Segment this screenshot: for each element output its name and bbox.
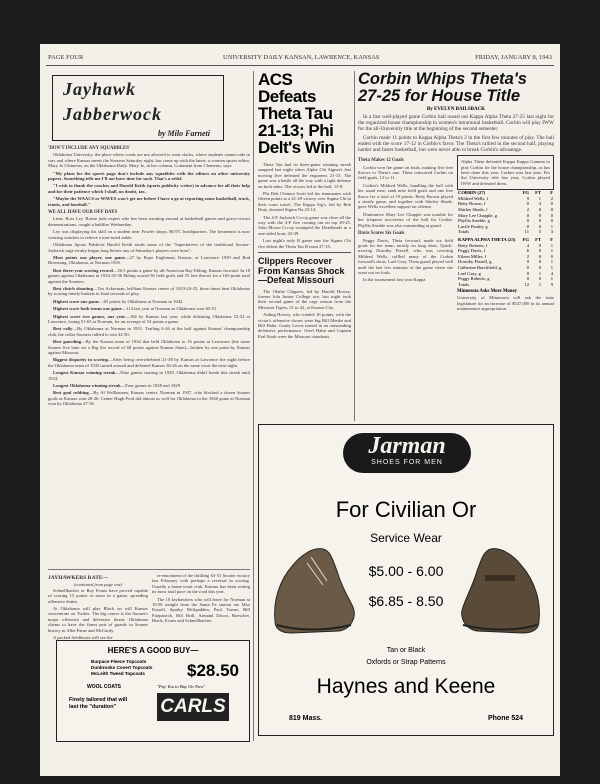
- box-score-cell: 2: [526, 207, 529, 213]
- box-score-cell: Catherine Burchfield, g: [458, 264, 502, 270]
- continued-note: (continued from page one): [73, 582, 123, 588]
- paragraph: Corbin's Mildred Wells, handling the ball with her usual ease, sank nine field goals and one free throw for a total of 19 points. Betty Brown played a steady game, and together with Shirley Shade, gave Wells excellent support on offense.: [358, 182, 453, 210]
- box-score-cell: 0: [538, 207, 541, 213]
- record-item: [48, 357, 250, 368]
- carls-item: McLeith Tweed Topcoats: [91, 671, 145, 676]
- record-label: Highest score two games, one year: [53, 313, 126, 319]
- record-text: —By Oklahoma at Norman in 1931. Trailing 6-26 at the half against Kansas' championship club, the cellar Sooners rallied to win 32-30.: [48, 326, 250, 337]
- box-score-cell: Dorothy Fizzell, g: [458, 259, 492, 265]
- box-score-cell: Betty Brown, f: [458, 201, 486, 207]
- box-score-cell: 1: [538, 195, 541, 201]
- box-score-cell: 0: [538, 218, 541, 224]
- paragraph: Lieut. Ross Ley, Rotsie judo expert who has been strutting around at basketball games and gravy-circuit demonstrations, caught a baldfire Wednesday.: [48, 216, 250, 227]
- record-item: [48, 370, 250, 381]
- oxford-shoe-icon: [267, 535, 359, 645]
- box-score-cell: Totals: [458, 281, 470, 287]
- record-text: —36.5 points a game by all-American Ray Ebling, Kansas forward. In 18 games against Oklahoma in 1934-35-36 Ebling scored 56 field goals and 55 free throws for a 165-point total against the Sooners.: [48, 267, 250, 284]
- box-score-cell: 0: [538, 248, 541, 254]
- box-score-cell: 11: [524, 229, 529, 235]
- paragraph: Oklahoma Sports Publicist Harold Keith sends some of the "Superlatives of the traditional Sooner-Jayhawk cage rivalry begun long before any of Saturday's players were born":: [48, 242, 250, 253]
- record-item: [48, 268, 250, 284]
- box-score-cell: Betty Roberts, f: [458, 242, 488, 248]
- corbin-byline: By EVELYN BAILSBACK: [426, 107, 486, 112]
- record-text: —65 points by Oklahoma at Norman in 1942.: [98, 298, 184, 304]
- corbin-story: [358, 71, 554, 312]
- paragraph: "I wish to thank the coaches and Harold Keith (sports publicity writer) in advance for all their help and for their patience which I shall, no doubt, tax.: [48, 183, 250, 194]
- box-score-cell: FT: [535, 190, 541, 196]
- paragraph: Peggy Davis, Theta forward, made six field goals for her team, mostly on long shots. Quick-moving Dorothy Fizzell, who was covering Mildred Wells, ruffled many of the Corbin forward's shots. Lael Gray, Theta guard played well until the last few minutes of the game when she went out on fouls.: [358, 237, 453, 275]
- record-item: [48, 314, 250, 325]
- record-text: —Four games in 1928 and 1929.: [120, 383, 182, 389]
- subhead: Theta Makes 12 Goals: [358, 158, 404, 164]
- box-score-cell: 0: [550, 212, 553, 218]
- box-score-cell: Mildred Wells, f: [458, 195, 489, 201]
- record-item: [48, 326, 250, 337]
- paragraph: Aiding Howey, who totaled 16 points, with the victor's offensive chores were big Bill Menke and Bill Hahn. Grady Lewis turned in an outstanding defensive performance. Orrel Hahn and Captain Earl Stark were the Missouri standouts.: [258, 312, 351, 339]
- jarman-brand: Jarman: [368, 433, 446, 459]
- jarman-price-1: $5.00 - 6.00: [368, 563, 444, 579]
- box-score-cell: 0: [526, 218, 529, 224]
- store-phone: Phone 524: [487, 715, 523, 722]
- carls-ad: [56, 640, 250, 742]
- strap-shoe-icon: [459, 535, 547, 645]
- record-label: Highest score one game: [53, 298, 99, 304]
- rate-headline: JAYHAWKERS RATE—: [48, 575, 109, 581]
- box-score-cell: 6: [526, 248, 529, 254]
- box-score-row: [457, 282, 554, 288]
- box-score-cell: FG: [522, 190, 529, 196]
- jarman-tag: SHOES FOR MEN: [371, 459, 443, 466]
- carls-headline: HERE'S A GOOD BUY—: [107, 646, 199, 655]
- box-score-cell: 3: [550, 229, 553, 235]
- paragraph: Corbin won the game on fouls, making five free throws to Theta's one. Theta outscored Corbin on field goals, 12 to 11.: [358, 164, 453, 181]
- minnesota-headline: Minnesota Asks More Money: [457, 289, 518, 295]
- record-text: —By the Kansas team of 1934 that held Oklahoma to 16 points at Lawrence (the same Sooner five later set a Big Six record of 68 points against Kansas State)—broken by one point by Kansas against Missouri.: [48, 339, 250, 355]
- jayhawk-jabberwock-column: [48, 71, 250, 565]
- paragraph: In a fast well-played game Corbin hall nosed out Kappa Alpha Theta 27-25 last night for the organized house championship in women's intramural basketball. Corbin will play IWW for the all-University title at the beginning of the second semester.: [358, 114, 554, 133]
- store-address: 819 Mass.: [289, 715, 323, 722]
- box-score-cell: 1: [550, 276, 553, 282]
- rate-story-col-2: [152, 573, 250, 637]
- record-text: —27 by Rope Engleman, Kansas, at Lawrence 1939 and Bud Browning, Oklahoma, at Norman 1935.: [48, 254, 250, 266]
- subhead: Davis Scores Six Goals: [358, 231, 405, 237]
- record-label: Longest Kansas winning streak: [53, 370, 116, 376]
- box-score-cell: 0: [538, 242, 541, 248]
- box-score-cell: 0: [538, 223, 541, 229]
- box-score-cell: 1: [550, 223, 553, 229]
- box-score-cell: 1: [550, 248, 553, 254]
- box-score-cell: 0: [550, 201, 553, 207]
- minnesota-text: University of Minnesota will ask the state legislature for an increase of $537,000 in its annual maintenance appropriation.: [457, 295, 554, 312]
- record-label: Best rally: [53, 326, 73, 332]
- issue-date: FRIDAY, JANUARY 8, 1943: [475, 54, 552, 61]
- box-score-cell: 0: [550, 253, 553, 259]
- box-score-cell: 4: [550, 270, 553, 276]
- theta-box-score: [457, 237, 554, 287]
- box-score-cell: F: [550, 190, 553, 196]
- box-score-row: [457, 237, 554, 243]
- box-score-cell: 0: [538, 212, 541, 218]
- carls-note-line-2: last the "duration": [69, 704, 117, 710]
- box-score-cell: 0: [538, 264, 541, 270]
- carls-tagline: "Pay You to Buy On Now": [157, 684, 206, 689]
- record-label: Most points one player, one game: [53, 254, 125, 260]
- box-score-cell: Peggy Roberts, g: [458, 276, 490, 282]
- section-head: 'DON'T INCLUDE ANY SQUABBLES': [48, 146, 131, 151]
- box-score-cell: Totals: [458, 229, 470, 235]
- box-score-cell: 1: [550, 259, 553, 265]
- paragraph: The Olathe Clippers, led by Harold Howey, former Iola Junior College ace, last night took their second game of the cage season from the Missouri Tigers, 51 to 42, at Kansas City.: [258, 288, 351, 310]
- box-score-cell: 0: [550, 218, 553, 224]
- box-score-cell: 1: [550, 242, 553, 248]
- box-score-cell: 0: [538, 276, 541, 282]
- box-score-cell: F: [550, 237, 553, 242]
- box-score-cell: 2: [526, 253, 529, 259]
- acs-story: [258, 71, 351, 341]
- carls-note-line-1: Finely tailored that will: [69, 697, 128, 703]
- carls-item-list: [91, 659, 152, 677]
- paragraph: Phi Delt Clemon Scott led his teammates with fifteen points to a 41-29 victory over Sigma Chi in their court tussel. The Kappa Sig's, led by Bob Doty, downed Sigma Nu 25-14.: [258, 191, 352, 213]
- corbin-box-note: Alpha Theta defeated Kappa Kappa Gamma to play Corbin for the house championship, as has been done this year. Corbin won last year. For the University title last year, Corbin played IWW and defeated them.: [457, 155, 554, 190]
- box-score-cell: 5: [538, 229, 541, 235]
- box-score-cell: Phyllis Struble, g: [458, 218, 490, 224]
- box-score-cell: 9: [526, 195, 529, 201]
- box-score-cell: Lael Gray, g: [458, 270, 481, 276]
- paragraph: Last night's only B game saw the Sigma Chi five defeat the Theta Tau B team 27-15.: [258, 238, 351, 249]
- jarman-logo-badge: [343, 433, 471, 473]
- box-score-cell: 0: [538, 259, 541, 265]
- corbin-box-score: [457, 190, 554, 235]
- paragraph: Corbin made 11 points to Kappa Alpha Theta's 2 in the first few minutes of play. The hall ended with the score 17-12 in Corbin's favor. The Theta's rallied in the second half, playing harder and faster basketball, but were never able to break Corbin's advantage.: [358, 134, 554, 154]
- paper-name: UNIVERSITY DAILY KANSAN, LAWRENCE, KANSAS: [223, 54, 380, 61]
- carls-wool: WOOL COATS: [87, 684, 121, 690]
- record-text: —114 last year at Norman as Oklahoma won 65-51.: [121, 306, 218, 312]
- record-item: [48, 383, 250, 388]
- jarman-line-1: For Civilian Or: [335, 497, 477, 522]
- paragraph: "My plans for the sports page don't include any squabbles with the editors on other university papers. Something tells me I'll not have time for such. That's a relief.: [48, 170, 250, 182]
- box-score-cell: Shirley Shade, f: [458, 207, 488, 213]
- record-label: Longest Oklahoma winning streak: [53, 383, 121, 389]
- box-score-cell: 1: [538, 270, 541, 276]
- record-item: [48, 306, 250, 311]
- paragraph: A packed fieldhouse will see the: [53, 635, 113, 641]
- box-score-cell: 0: [538, 253, 541, 259]
- box-score-cell: 12: [524, 281, 529, 287]
- record-item: [48, 255, 250, 266]
- record-text: —Tus Ackerman, brilliant Kansas center of 1923-24-25, three times beat Oklahoma by scoring timely baskets in final seconds of play.: [48, 285, 250, 297]
- paragraph: The 4-F Jayhawk Co-op game was close all the way with the 4-F five coming out on top 29-25. John Moore Co-op swamped the Deadheads in a one-sided bout, 43-39.: [258, 214, 351, 236]
- masthead-line-1: Jayhawk: [63, 79, 137, 99]
- records-list: [48, 255, 250, 407]
- carls-item: Dunbrooks Covert Topcoats: [91, 665, 153, 670]
- record-label: Best clutch shooting: [53, 285, 93, 291]
- page-folio: [48, 54, 552, 64]
- jarman-shoes-ad: [258, 424, 554, 736]
- box-score-cell: KAPPA ALPHA THETA (25): [458, 237, 516, 242]
- paragraph: In the tournament last year Kappa: [363, 277, 426, 283]
- paragraph: "Maybe the WAACS or WAVES won't get me before I have a go at reporting some basketball, track, tennis, and baseball.": [48, 196, 250, 207]
- paragraph: Theta Tau had its three-game winning streak snapped last night when Alpha Chi Sigma's fast moving five defeated the engineers 21-13. The game was a battle all the way with a tight defense on both sides. The victors led at the half, 13-8.: [258, 162, 351, 189]
- record-text: —By Al Wellhausen, Kansas center, Norman in 1937, who blocked a dozen Sooner goals as Kansas won 28-26. Center Hugh Ford did almost as well for Oklahoma in the 1940 game at Norman won by Oklahoma 47-36.: [48, 390, 250, 407]
- box-score-row: [457, 229, 554, 235]
- carls-logo: CARLS: [157, 693, 229, 721]
- paragraph: At Oklahoma will play Black on will Kansas concentrate on Tucker. The big center is the Sooner's major offensive and defensive threat. Oklahoma claims to have the finest pair of guards in Sooner history in Allie Paine and McCurdy.: [48, 606, 148, 633]
- carls-item: Burpace Fleece Topcoats: [91, 659, 147, 664]
- newspaper-page: [40, 44, 560, 776]
- jarman-styles: Oxfords or Strap Patterns: [366, 659, 446, 666]
- box-score-cell: FG: [522, 237, 529, 242]
- box-score-cell: 1: [538, 281, 541, 287]
- record-text: —104 by Kansas last year, while defeating Oklahoma 52-32 at Lawrence, losing 51-65 at Norman, for an average of 52 points a game.: [48, 313, 250, 324]
- box-score-cell: 2: [550, 195, 553, 201]
- carls-note: [69, 697, 127, 711]
- record-text: —Nine games starting in 1929. Oklahoma didn't break this streak until 1924.: [48, 370, 250, 381]
- record-label: Best three-year scoring record: [53, 267, 113, 273]
- page-number: PAGE FOUR: [48, 54, 84, 61]
- box-score-cell: 0: [526, 270, 529, 276]
- box-score-cell: 0: [550, 207, 553, 213]
- record-label: Biggest disparity in scoring: [53, 357, 108, 363]
- record-text: —After being overwhelmed 21-58 by Kansas at Lawrence the night before the Oklahoma team of 1935 turned around and defeated Kansas 36-26 on the same court the next night.: [48, 357, 250, 368]
- record-label: Best goal robbing: [53, 390, 89, 396]
- column-byline: by Milo Farneti: [158, 129, 211, 138]
- box-score-cell: Eileen Miller, f: [458, 253, 487, 259]
- rate-story-col-1: [48, 573, 148, 641]
- acs-headline: ACS Defeats Theta Tau 21-13; Phi Delt's Win: [258, 70, 335, 157]
- record-label: Highest score both teams one game: [53, 306, 122, 312]
- record-label: Best guarding: [53, 339, 82, 345]
- box-score-cell: 0: [526, 201, 529, 207]
- box-score-cell: Lucile Pauley, g: [458, 223, 488, 229]
- box-score-cell: 4: [538, 201, 541, 207]
- box-score-cell: 0: [526, 276, 529, 282]
- store-name: Haynes and Keene: [316, 675, 496, 698]
- box-score-cell: Mary Lee Chapple, g: [458, 212, 498, 218]
- box-score-cell: 4: [526, 242, 529, 248]
- jarman-line-2: Service Wear: [370, 531, 442, 545]
- paragraph: Schnellbacher or Roy Evans have proved capable of scoring 15 points or more in a game, spreading offensive duties.: [48, 587, 148, 604]
- box-score-cell: CORBIN (27): [458, 190, 486, 196]
- jarman-price-2: $6.85 - 8.50: [368, 593, 444, 609]
- box-score-cell: 0: [526, 223, 529, 229]
- box-score-cell: 1: [550, 264, 553, 270]
- box-score-cell: 9: [550, 281, 553, 287]
- jarman-colors: Tan or Black: [386, 647, 426, 654]
- box-score-cell: 0: [526, 212, 529, 218]
- section-head: WE ALL HAVE OUR OFF DAYS: [48, 210, 118, 216]
- record-item: [48, 286, 250, 297]
- record-item: [48, 299, 250, 304]
- record-item: [48, 390, 250, 406]
- box-score-cell: Peggy Davis, f: [458, 248, 486, 254]
- carls-price: $28.50: [187, 661, 239, 680]
- box-score-cell: FT: [535, 237, 541, 242]
- paragraph: re-enactment of the thrilling 63-51 Sooner victory last February with perhaps a reversal in scoring. Usually a home-court club, Kansas has been setting its most total pace on the road this year.: [152, 573, 250, 595]
- paragraph: Oklahoma University, the place where coeds are not allowed to wear slacks, where students cannot ride in cars and where Kansas meets the Sooners Saturday night, has come up with the latest: a women sports editor, Mary Jo Clements, on the Oklahoma Daily. Mary Jo, in her column, Comment from Clements, says:: [48, 152, 250, 169]
- box-score-cell: 0: [526, 259, 529, 265]
- masthead-line-2: Jabberwock: [63, 104, 162, 124]
- paragraph: The 10 Jayhawkers who will leave for Norman at 10:50 tonight from the Santa Fe station are Max Kissell, Sparky McSpadden, Paul Turner, Bill Fitzpatrick, Bill Brill, Armand Dixon, Boescher, Black, Evans and Schnellbacher.: [152, 596, 250, 624]
- box-score-cell: 0: [526, 264, 529, 270]
- clippers-headline: Clippers Recover From Kansas Shock —Defeat Missouri: [258, 256, 345, 286]
- corbin-headline: Corbin Whips Theta's 27-25 for House Title: [358, 70, 527, 105]
- paragraph: Diminutive Mary Lee Chapple was notable for her frequent recoveries of the ball for Corbin. Phyllis Struble was also outstanding at guard.: [358, 211, 453, 228]
- record-item: [48, 339, 250, 355]
- paragraph: Ley was displaying his skill on a student near Fowler shops, ROTC headquarters. The lieutenant is now wearing crutches to relieve a torn-tured ankle.: [48, 229, 250, 240]
